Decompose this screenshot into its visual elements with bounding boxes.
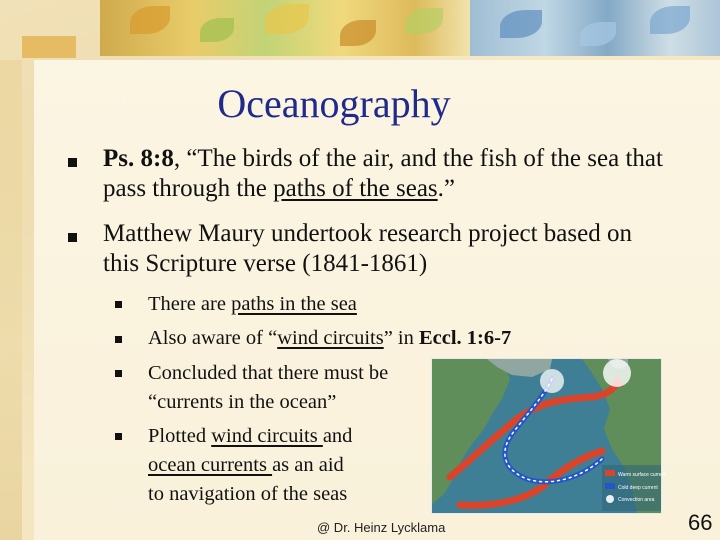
wind-circuits-link[interactable]: wind circuits bbox=[211, 425, 323, 447]
scripture-reference: Eccl. 1:6-7 bbox=[418, 327, 512, 349]
sub-bullet-square bbox=[115, 336, 122, 343]
sub-bullet-text: Also aware of “ bbox=[148, 327, 278, 349]
sub-bullet-text: There are bbox=[148, 293, 232, 315]
ocean-currents-link[interactable]: ocean currents bbox=[148, 454, 273, 476]
decorative-banner bbox=[0, 0, 720, 60]
sub-bullet-text: and bbox=[322, 425, 353, 447]
footer-credit: @ Dr. Heinz Lycklama bbox=[317, 520, 446, 535]
sub-bullet-text: “currents in the ocean” bbox=[148, 391, 337, 413]
sub-bullet-text: Concluded that there must be bbox=[148, 362, 389, 384]
sub-bullet-paths bbox=[148, 290, 357, 319]
sub-bullet-square bbox=[115, 301, 122, 308]
page-number: 66 bbox=[688, 510, 713, 535]
bullet-text: .” bbox=[437, 175, 456, 202]
left-accent-strip bbox=[0, 60, 22, 540]
map-legend bbox=[602, 465, 666, 511]
sub-bullet-text: Plotted bbox=[148, 425, 212, 447]
sub-bullet-plotted bbox=[148, 422, 352, 509]
bullet-square bbox=[68, 158, 77, 167]
legend-swatch-convection bbox=[606, 495, 614, 503]
bullet-text: , “The birds of the air, and the fish of the sea that pass through the bbox=[103, 145, 663, 202]
bullet-psalm bbox=[103, 144, 663, 204]
scripture-reference: Ps. 8:8 bbox=[103, 145, 174, 172]
legend-swatch-warm bbox=[605, 470, 615, 476]
sub-bullet-square bbox=[115, 433, 122, 440]
sub-bullet-square bbox=[115, 370, 122, 377]
sub-bullet-text: to navigation of the seas bbox=[148, 483, 348, 505]
legend-label-cold: Cold deep current bbox=[618, 485, 658, 491]
bullet-square bbox=[68, 233, 77, 242]
paths-in-the-sea-link[interactable]: paths in the sea bbox=[231, 293, 357, 315]
paths-of-the-seas-link[interactable]: paths of the seas bbox=[273, 175, 438, 202]
legend-label-warm: Warm surface current bbox=[618, 472, 666, 478]
sub-bullet-text: as an aid bbox=[272, 454, 344, 476]
convection-area bbox=[540, 369, 564, 393]
legend-label-convection: Convection area bbox=[618, 497, 655, 503]
legend-swatch-cold bbox=[605, 483, 615, 489]
sub-bullet-wind bbox=[148, 324, 511, 353]
bullet-maury: Matthew Maury undertook research project based on this Scripture verse (1841-1861) bbox=[103, 220, 632, 277]
sub-bullet-text: ” in bbox=[383, 327, 419, 349]
convection-area bbox=[603, 359, 631, 387]
corner-accent bbox=[22, 36, 76, 58]
sub-bullet-concluded bbox=[148, 359, 388, 417]
wind-circuits-link[interactable]: wind circuits bbox=[277, 327, 384, 349]
ocean-currents-map-graphic bbox=[432, 359, 666, 513]
slide-title: Oceanography bbox=[217, 81, 451, 126]
ocean-currents-map bbox=[431, 358, 666, 514]
